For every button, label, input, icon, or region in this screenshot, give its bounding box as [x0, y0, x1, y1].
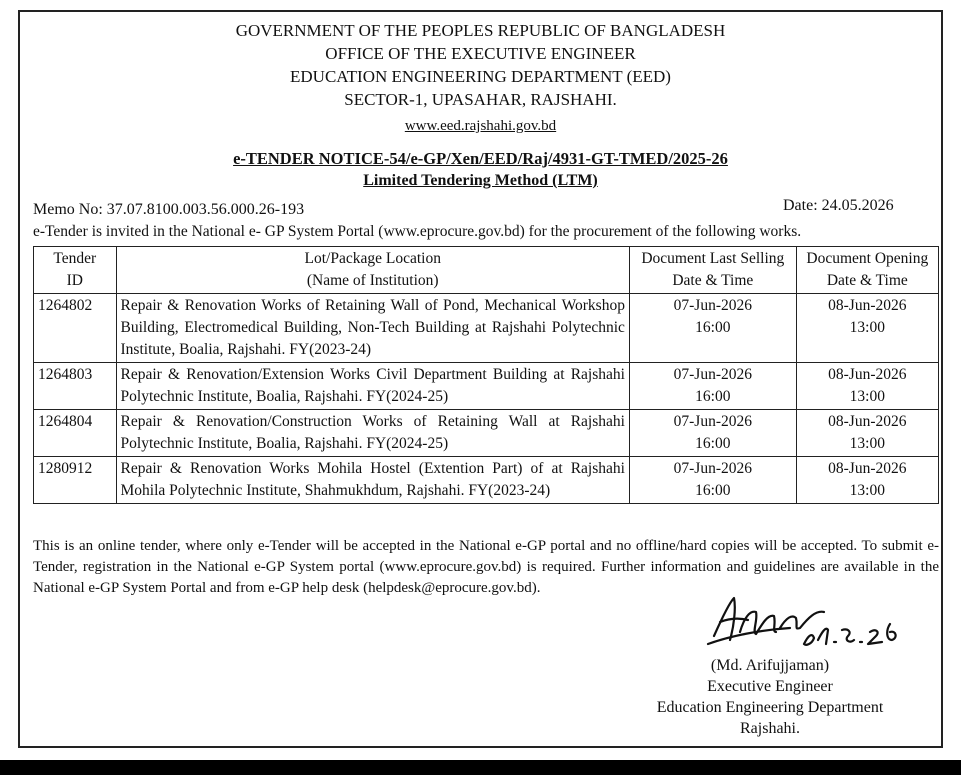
opening-cell	[796, 457, 938, 504]
last-selling-cell	[629, 363, 796, 410]
header-last-selling	[629, 247, 796, 294]
header-department: EDUCATION ENGINEERING DEPARTMENT (EED)	[290, 67, 671, 86]
lot-location-cell: Repair & Renovation/Construction Works of Retaining Wall at Rajshahi Polytechnic Institute, Boalia, Rajshahi. FY(2024-25)	[116, 410, 629, 457]
table-row	[34, 410, 939, 457]
signatory-title: Executive Engineer	[707, 678, 833, 695]
sell-time: 16:00	[695, 435, 731, 452]
tender-id-cell: 1280912	[34, 457, 117, 504]
last-selling-cell	[629, 410, 796, 457]
signatory-city: Rajshahi.	[740, 720, 800, 737]
sell-date: 07-Jun-2026	[673, 413, 752, 430]
bottom-black-band	[0, 760, 961, 775]
signatory-name: (Md. Arifujjaman)	[710, 657, 830, 674]
header-lot-location	[116, 247, 629, 294]
header-tender-id	[34, 247, 117, 294]
header-address: SECTOR-1, UPASAHAR, RAJSHAHI.	[344, 90, 617, 109]
open-time: 13:00	[849, 482, 885, 499]
table-row	[34, 457, 939, 504]
open-date: 08-Jun-2026	[828, 366, 907, 383]
header-open-line2: Date & Time	[826, 272, 908, 289]
sell-date: 07-Jun-2026	[673, 366, 752, 383]
header-lot-line1: Lot/Package Location	[304, 250, 441, 267]
online-tender-note: This is an online tender, where only e-Tender will be accepted in the National e-GP portal and no offline/hard copies will be accepted. To submit e-Tender, registration in the National e-GP System portal (www.eprocure.gov.bd) is required. Further information and guidelines are available in the National e-GP System Portal and from e-GP help desk (helpdesk@eprocure.gov.bd).	[33, 538, 939, 596]
last-selling-cell	[629, 457, 796, 504]
open-time: 13:00	[849, 319, 885, 336]
website-link[interactable]: www.eed.rajshahi.gov.bd	[404, 118, 557, 134]
open-date: 08-Jun-2026	[828, 413, 907, 430]
header-lot-line2: (Name of Institution)	[306, 272, 439, 289]
lot-location-cell: Repair & Renovation Works of Retaining Wall of Pond, Mechanical Workshop Building, Electromedical Building, Non-Tech Building at Rajshahi Polytechnic Institute, Boalia, Rajshahi. FY(2023-24)	[116, 294, 629, 363]
tender-method: Limited Tendering Method (LTM)	[363, 172, 598, 189]
invitation-text: e-Tender is invited in the National e- GP System Portal (www.eprocure.gov.bd) for the procurement of the following works.	[33, 223, 802, 240]
sell-time: 16:00	[695, 319, 731, 336]
open-time: 13:00	[849, 388, 885, 405]
header-opening	[796, 247, 938, 294]
header-tender-id-line1: Tender	[53, 250, 97, 267]
memo-number: Memo No: 37.07.8100.003.56.000.26-193	[33, 201, 305, 218]
tender-table	[33, 246, 939, 504]
tender-id-cell: 1264804	[34, 410, 117, 457]
sell-time: 16:00	[695, 482, 731, 499]
open-time: 13:00	[849, 435, 885, 452]
notice-date: Date: 24.05.2026	[783, 197, 894, 214]
table-header-row	[34, 247, 939, 294]
header-tender-id-line2: ID	[66, 272, 83, 289]
sell-time: 16:00	[695, 388, 731, 405]
last-selling-cell	[629, 294, 796, 363]
notice-title: e-TENDER NOTICE-54/e-GP/Xen/EED/Raj/4931-GT-TMED/2025-26	[233, 149, 728, 168]
header-office: OFFICE OF THE EXECUTIVE ENGINEER	[325, 44, 636, 63]
header-sell-line2: Date & Time	[672, 272, 754, 289]
lot-location-cell: Repair & Renovation/Extension Works Civil Department Building at Rajshahi Polytechnic Institute, Boalia, Rajshahi. FY(2024-25)	[116, 363, 629, 410]
open-date: 08-Jun-2026	[828, 460, 907, 477]
table-row	[34, 363, 939, 410]
lot-location-cell: Repair & Renovation Works Mohila Hostel (Extention Part) of at Rajshahi Mohila Polytechnic Institute, Shahmukhdum, Rajshahi. FY(2023-24)	[116, 457, 629, 504]
handwritten-signature	[700, 588, 920, 658]
tender-id-cell: 1264803	[34, 363, 117, 410]
tender-id-cell: 1264802	[34, 294, 117, 363]
header-sell-line1: Document Last Selling	[641, 250, 785, 267]
header-government: GOVERNMENT OF THE PEOPLES REPUBLIC OF BANGLADESH	[235, 21, 726, 40]
header-open-line1: Document Opening	[806, 250, 929, 267]
sell-date: 07-Jun-2026	[673, 460, 752, 477]
open-date: 08-Jun-2026	[828, 297, 907, 314]
opening-cell	[796, 363, 938, 410]
opening-cell	[796, 410, 938, 457]
header-website-line	[0, 114, 961, 137]
sell-date: 07-Jun-2026	[673, 297, 752, 314]
table-row	[34, 294, 939, 363]
signatory-department: Education Engineering Department	[656, 699, 884, 716]
opening-cell	[796, 294, 938, 363]
